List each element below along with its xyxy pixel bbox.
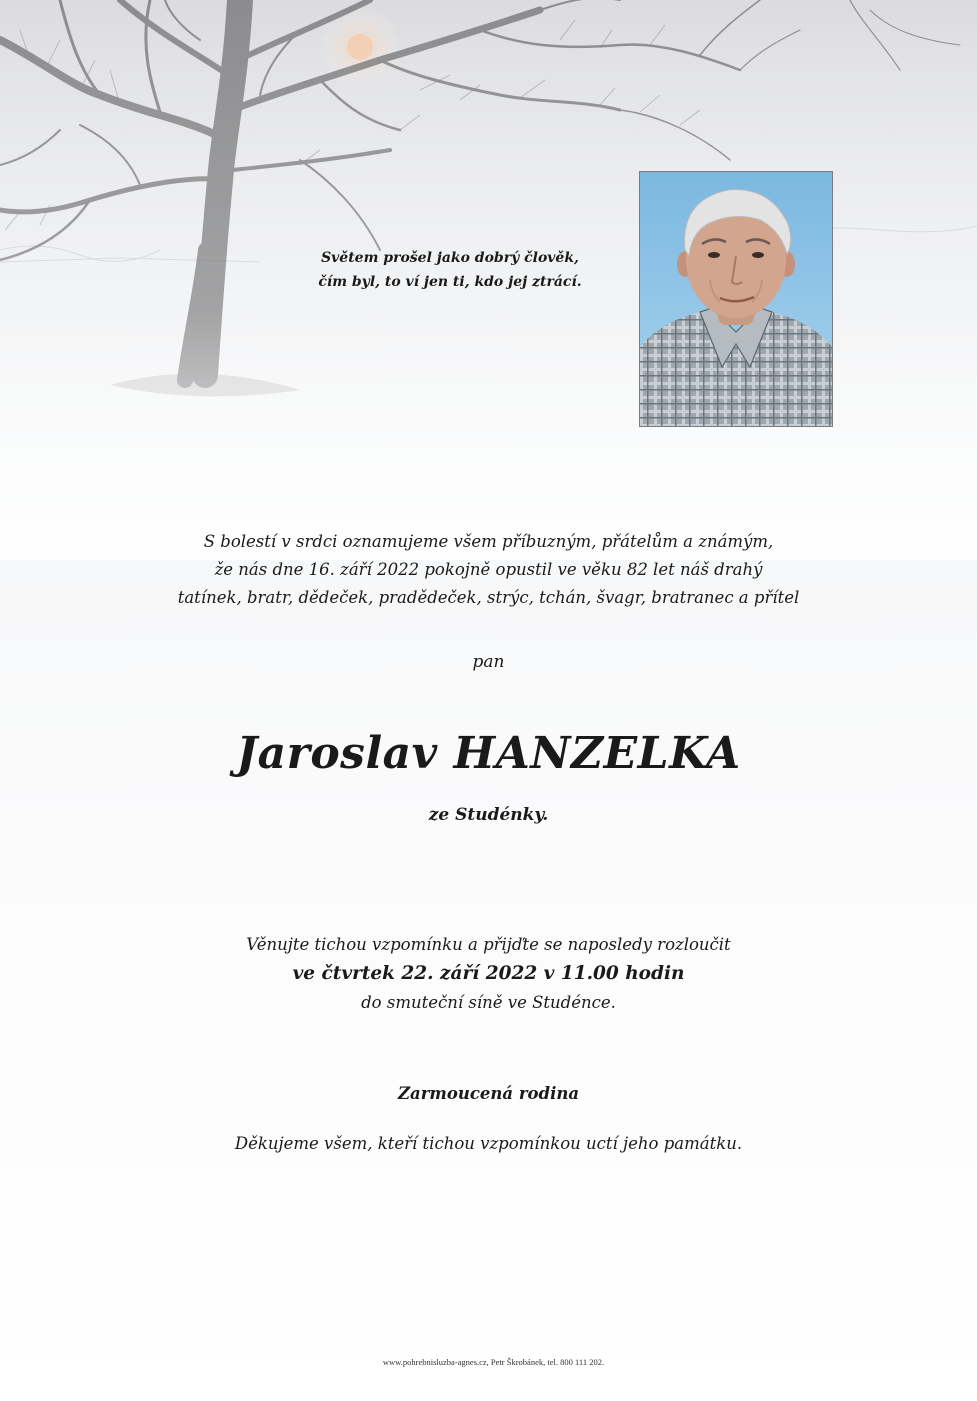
- salutation: pan: [472, 652, 505, 672]
- announcement-line-2: že nás dne 16. září 2022 pokojně opustil ve věku 82 let náš drahý: [214, 560, 763, 579]
- motto-line-2: čím byl, to ví jen ti, kdo jej ztrácí.: [318, 274, 582, 290]
- thanks-note: Děkujeme všem, kteří tichou vzpomínkou uctí jeho památku.: [234, 1134, 743, 1153]
- eye-right: [752, 252, 764, 258]
- funeral-details: [0, 930, 977, 1017]
- motto-line-1: Světem prošel jako dobrý člověk,: [321, 250, 579, 266]
- family-signature: Zarmoucená rodina: [397, 1084, 580, 1103]
- hometown: ze Studénky.: [428, 805, 549, 825]
- announcement-line-1: S bolestí v srdci oznamujeme všem příbuzným, přátelům a známým,: [203, 532, 774, 551]
- eye-left: [708, 252, 720, 258]
- deceased-name: Jaroslav HANZELKA: [236, 728, 741, 779]
- announcement-line-3: tatínek, bratr, dědeček, pradědeček, strýc, tchán, švagr, bratranec a přítel: [177, 588, 800, 607]
- funeral-place: do smuteční síně ve Studénce.: [361, 993, 616, 1012]
- memorial-motto: [300, 246, 600, 294]
- funeral-datetime: ve čtvrtek 22. září 2022 v 11.00 hodin: [292, 963, 685, 984]
- death-announcement: [0, 528, 977, 612]
- portrait-photo: [639, 171, 833, 427]
- funeral-service-footer: www.pohrebnisluzba-agnes.cz, Petr Škrobánek, tel. 800 111 202.: [382, 1357, 605, 1367]
- funeral-invitation: Věnujte tichou vzpomínku a přijďte se naposledy rozloučit: [246, 935, 731, 954]
